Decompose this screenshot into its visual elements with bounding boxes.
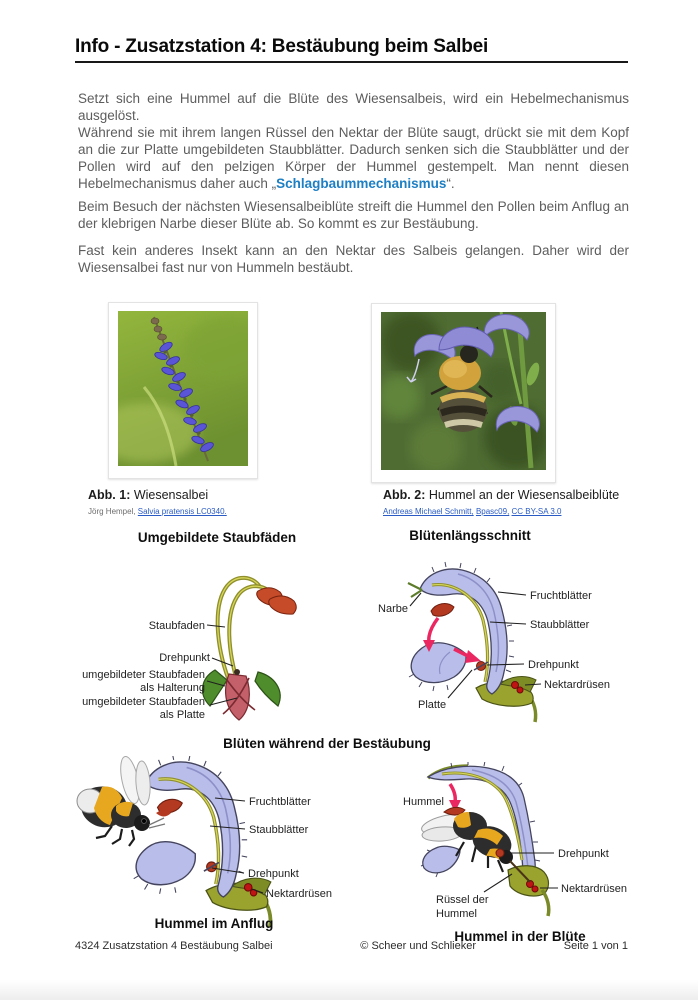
figure2-credit — [383, 507, 561, 516]
figure2-label: Abb. 2: — [383, 488, 426, 502]
diagram-bluetenlaengsschnitt — [350, 556, 660, 736]
label-fruchtblaetter: Fruchtblätter — [530, 590, 592, 602]
label-halterung-line2: als Halterung — [140, 682, 205, 694]
label-nektardruesen: Nektardrüsen — [544, 679, 611, 691]
title-underline — [75, 61, 628, 63]
footer-document-id: 4324 Zusatzstation 4 Bestäubung Salbei — [75, 940, 273, 952]
label-narbe: Narbe — [378, 603, 408, 615]
lower-lip — [411, 643, 466, 683]
paragraph-4: Fast kein anderes Insekt kann an den Nektar des Salbeis gelangen. Daher wird der Wiesensalbei fast nur von Hummeln bestäubt. — [78, 243, 629, 275]
photo-hummel — [371, 303, 556, 483]
anther — [431, 604, 454, 617]
figure1-credit-author: Jörg Hempel, — [88, 507, 138, 516]
hummel-photo-graphic — [381, 312, 546, 470]
paragraph-2-text: Während sie mit ihrem langen Rüssel den Nektar der Blüte saugt, drückt sie mit dem Kopf an die zur Platte umgebildeten Staubblätter. Dadurch senken sich die Staubblätter und der Pollen wird auf den pelzigen Körper der Hummel gestempelt. Man nennt diesen Hebelmechanismus daher auch „ — [78, 125, 629, 191]
sepal-left — [203, 670, 227, 706]
anther — [269, 596, 297, 614]
salvia-flower-with-bee — [420, 762, 549, 916]
photo-wiesensalbei — [108, 302, 258, 479]
lower-lip — [136, 842, 195, 885]
footer-copyright: © Scheer und Schlieker — [360, 940, 477, 952]
label-staubblaetter: Staubblätter — [249, 824, 309, 836]
label-staubblaetter: Staubblätter — [530, 619, 590, 631]
diagram-hummel-in-der-bluete — [372, 762, 690, 934]
figure2-credit-link-user[interactable]: Bpasc09, — [475, 507, 510, 516]
nectar-gland — [517, 687, 523, 693]
wiesensalbei-photo-graphic — [118, 311, 248, 466]
footer-page-number: Seite 1 von 1 — [563, 940, 628, 952]
label-hummel: Hummel — [403, 796, 444, 808]
salvia-flower — [134, 756, 271, 927]
diagram3-caption: Hummel im Anflug — [154, 916, 274, 931]
paragraph-1: Setzt sich eine Hummel auf die Blüte des Wiesensalbeis, wird ein Hebelmechanismus ausgelöst. — [78, 91, 629, 123]
diagram2-heading: Blütenlängsschnitt — [409, 528, 531, 543]
salvia-flower-cross-section — [408, 562, 536, 722]
label-drehpunkt: Drehpunkt — [558, 848, 609, 860]
page-bottom-shadow — [0, 980, 698, 1000]
diagram-umgebildete-staubfaeden — [65, 554, 345, 732]
paragraph-2-end: “. — [446, 176, 455, 191]
label-fruchtblaetter: Fruchtblätter — [249, 796, 311, 808]
label-nektardruesen: Nektardrüsen — [561, 883, 628, 895]
label-drehpunkt: Drehpunkt — [248, 868, 299, 880]
label-nektardruesen: Nektardrüsen — [266, 888, 333, 900]
section2-heading: Blüten während der Bestäubung — [223, 736, 431, 751]
figure2-caption: Abb. 2: Hummel an der Wiesensalbeiblüte — [383, 488, 620, 502]
page-footer — [75, 940, 628, 952]
figure1-credit — [88, 507, 227, 516]
page-title: Info - Zusatzstation 4: Bestäubung beim Salbei — [75, 36, 489, 57]
diagram4-caption: Hummel in der Blüte — [454, 929, 586, 944]
label-staubfaden: Staubfaden — [148, 620, 205, 632]
nectar-gland — [532, 886, 538, 892]
label-halterung-line1: umgebildeter Staubfaden — [82, 669, 205, 681]
figure1-credit-link[interactable]: Salvia pratensis LC0340. — [137, 507, 227, 516]
label-platte: Platte — [418, 699, 447, 711]
paragraph-2 — [78, 124, 629, 192]
label-ruessel-line1: Rüssel der — [436, 894, 489, 906]
figure2-credit-link-author[interactable]: Andreas Michael Schmitt, — [383, 507, 474, 516]
label-platte-line1: umgebildeter Staubfaden — [82, 696, 205, 708]
body-text — [78, 90, 629, 276]
diagram-hummel-im-anflug — [60, 756, 362, 936]
label-drehpunkt: Drehpunkt — [528, 659, 579, 671]
nectar-gland — [512, 682, 519, 689]
figure2-credit-link-license[interactable]: CC BY-SA 3.0 — [511, 507, 562, 516]
term-schlagbaummechanismus: Schlagbaummechanismus — [276, 176, 447, 191]
sepal-right — [255, 672, 280, 706]
diagram1-heading: Umgebildete Staubfäden — [137, 530, 297, 545]
movement-arrow-down — [429, 618, 438, 642]
label-drehpunkt: Drehpunkt — [159, 652, 210, 664]
figure1-label: Abb. 1: — [88, 488, 131, 502]
label-ruessel-line2: Hummel — [436, 908, 477, 920]
paragraph-3: Beim Besuch der nächsten Wiesensalbeiblüte streift die Hummel den Pollen beim Anflug an der klebrigen Narbe dieser Blüte ab. So kommt es zur Bestäubung. — [78, 199, 629, 231]
pivot-point — [496, 849, 504, 857]
pivot-point — [234, 669, 240, 675]
movement-arrow-down — [450, 784, 455, 802]
nectar-gland — [244, 884, 252, 892]
label-platte-line2: als Platte — [159, 709, 205, 721]
figure1-caption: Abb. 1: Wiesensalbei — [88, 488, 209, 502]
stamen-illustration — [203, 578, 297, 720]
